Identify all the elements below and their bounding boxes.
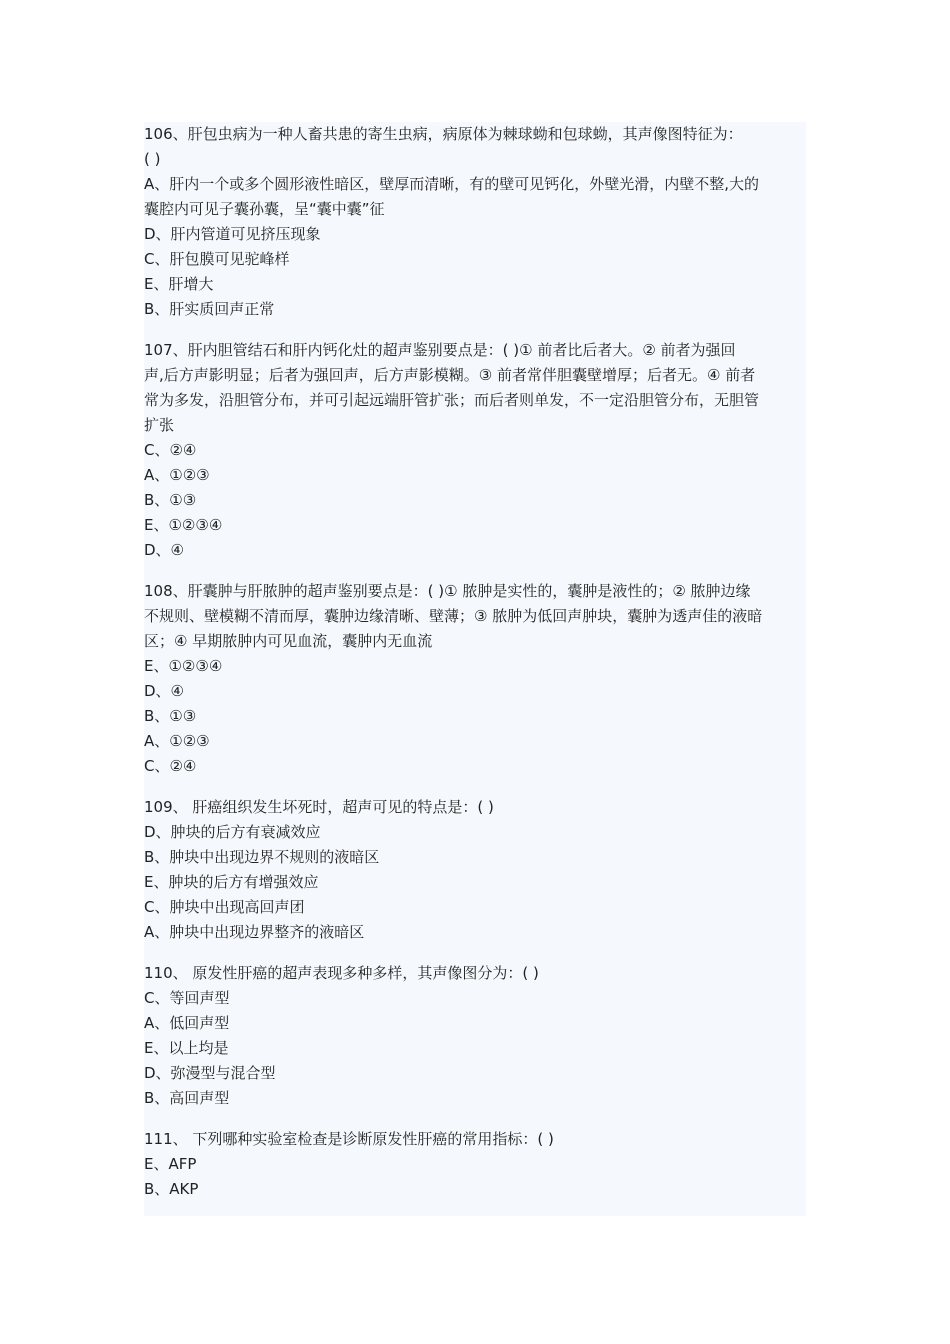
stem-line: 区；④ 早期脓肿内可见血流，囊肿内无血流 bbox=[144, 632, 433, 650]
option-item: C、②④ bbox=[144, 757, 197, 775]
option-item: A、低回声型 bbox=[144, 1014, 230, 1032]
stem-line: 109、 肝癌组织发生坏死时，超声可见的特点是：( ) bbox=[144, 798, 494, 816]
question-stem bbox=[144, 1127, 806, 1152]
stem-line: 常为多发，沿胆管分布，并可引起远端肝管扩张；而后者则单发，不一定沿胆管分布，无胆管 bbox=[144, 391, 760, 409]
question-stem bbox=[144, 795, 806, 820]
option-item: C、等回声型 bbox=[144, 989, 230, 1007]
option-item: D、弥漫型与混合型 bbox=[144, 1064, 276, 1082]
option-item: E、AFP bbox=[144, 1155, 197, 1173]
option-item: 囊腔内可见子囊孙囊，呈“囊中囊”征 bbox=[144, 200, 385, 218]
option-item: D、肝内管道可见挤压现象 bbox=[144, 225, 321, 243]
document-page bbox=[144, 122, 806, 1216]
option-item: A、①②③ bbox=[144, 466, 210, 484]
option-item: C、肝包膜可见驼峰样 bbox=[144, 250, 290, 268]
stem-line: 108、肝囊肿与肝脓肿的超声鉴别要点是：( )① 脓肿是实性的，囊肿是液性的；② 脓肿边缘 bbox=[144, 582, 751, 600]
stem-line: 107、肝内胆管结石和肝内钙化灶的超声鉴别要点是：( )① 前者比后者大。② 前者为强回 bbox=[144, 341, 736, 359]
option-item: E、肿块的后方有增强效应 bbox=[144, 873, 319, 891]
stem-line: 声,后方声影明显；后者为强回声，后方声影模糊。③ 前者常伴胆囊壁增厚；后者无。④ 前者 bbox=[144, 366, 756, 384]
question-stem bbox=[144, 338, 806, 438]
option-item: E、①②③④ bbox=[144, 516, 223, 534]
question-109 bbox=[144, 795, 806, 945]
stem-line: ( ) bbox=[144, 150, 161, 168]
option-item: E、肝增大 bbox=[144, 275, 214, 293]
question-106 bbox=[144, 122, 806, 322]
question-110 bbox=[144, 961, 806, 1111]
stem-line: 扩张 bbox=[144, 416, 175, 434]
question-107 bbox=[144, 338, 806, 563]
option-item: C、肿块中出现高回声团 bbox=[144, 898, 305, 916]
option-item: B、高回声型 bbox=[144, 1089, 230, 1107]
question-stem bbox=[144, 961, 806, 986]
option-item: E、以上均是 bbox=[144, 1039, 229, 1057]
stem-line: 111、 下列哪种实验室检查是诊断原发性肝癌的常用指标：( ) bbox=[144, 1130, 554, 1148]
option-item: D、④ bbox=[144, 541, 184, 559]
question-111 bbox=[144, 1127, 806, 1202]
option-item: A、肝内一个或多个圆形液性暗区，壁厚而清晰，有的壁可见钙化，外壁光滑，内壁不整,大的 bbox=[144, 175, 760, 193]
option-item: D、④ bbox=[144, 682, 184, 700]
option-item: D、肿块的后方有衰减效应 bbox=[144, 823, 321, 841]
option-item: B、肝实质回声正常 bbox=[144, 300, 275, 318]
option-item: B、①③ bbox=[144, 491, 197, 509]
stem-line: 110、 原发性肝癌的超声表现多种多样，其声像图分为：( ) bbox=[144, 964, 539, 982]
stem-line: 不规则、壁模糊不清而厚，囊肿边缘清晰、壁薄；③ 脓肿为低回声肿块，囊肿为透声佳的液暗 bbox=[144, 607, 763, 625]
question-stem bbox=[144, 122, 806, 172]
question-108 bbox=[144, 579, 806, 779]
option-item: B、①③ bbox=[144, 707, 197, 725]
option-item: B、AKP bbox=[144, 1180, 199, 1198]
option-item: B、肿块中出现边界不规则的液暗区 bbox=[144, 848, 380, 866]
option-item: A、肿块中出现边界整齐的液暗区 bbox=[144, 923, 365, 941]
stem-line: 106、肝包虫病为一种人畜共患的寄生虫病，病原体为棘球蚴和包球蚴，其声像图特征为： bbox=[144, 125, 743, 143]
option-item: E、①②③④ bbox=[144, 657, 223, 675]
question-stem bbox=[144, 579, 806, 654]
option-item: A、①②③ bbox=[144, 732, 210, 750]
option-item: C、②④ bbox=[144, 441, 197, 459]
